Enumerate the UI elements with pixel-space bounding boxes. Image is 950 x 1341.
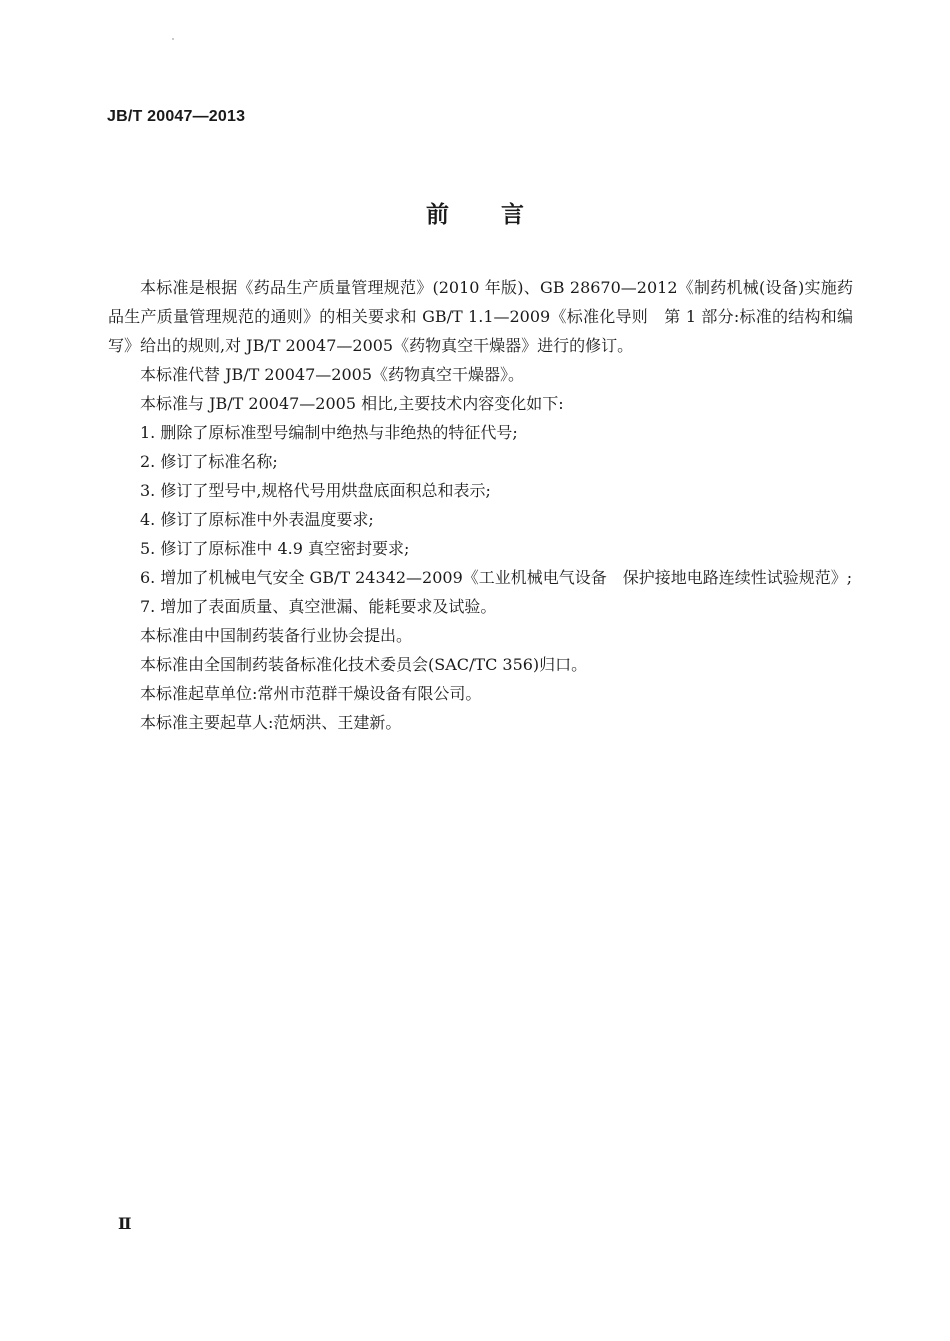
title-char-2: 言: [501, 202, 524, 228]
change-item-4: 4. 修订了原标准中外表温度要求;: [140, 510, 374, 529]
change-item-1: 1. 删除了原标准型号编制中绝热与非绝热的特征代号;: [140, 423, 518, 442]
paragraph-committee: 本标准由全国制药装备标准化技术委员会(SAC/TC 356)归口。: [140, 655, 588, 674]
foreword-body: [108, 273, 853, 737]
change-item-2: 2. 修订了标准名称;: [140, 452, 278, 471]
paragraph-changes-intro: 本标准与 JB/T 20047—2005 相比,主要技术内容变化如下:: [140, 394, 564, 413]
paragraph-drafting-unit: 本标准起草单位:常州市范群干燥设备有限公司。: [140, 684, 482, 703]
page-number: Ⅱ: [118, 1214, 132, 1233]
change-item-6: 6. 增加了机械电气安全 GB/T 24342—2009《工业机械电气设备 保护接地电路连续性试验规范》;: [140, 568, 853, 587]
page-title: [0, 196, 950, 229]
paragraph-basis: 本标准是根据《药品生产质量管理规范》(2010 年版)、GB 28670—2012《制药机械(设备)实施药品生产质量管理规范的通则》的相关要求和 GB/T 1.1—2009《标准化导则 第 1 部分:标准的结构和编写》给出的规则,对 JB/T 20047—2005《药物真空干燥器》进行的修订。: [108, 278, 853, 355]
scan-speck: [172, 38, 174, 40]
paragraph-proposer: 本标准由中国制药装备行业协会提出。: [140, 626, 413, 645]
change-item-3: 3. 修订了型号中,规格代号用烘盘底面积总和表示;: [140, 481, 491, 500]
change-item-7: 7. 增加了表面质量、真空泄漏、能耗要求及试验。: [140, 597, 497, 616]
title-char-1: 前: [426, 202, 449, 228]
paragraph-replaces: 本标准代替 JB/T 20047—2005《药物真空干燥器》。: [140, 365, 525, 384]
standard-code-header: JB/T 20047—2013: [107, 108, 246, 125]
paragraph-drafters: 本标准主要起草人:范炳洪、王建新。: [140, 713, 402, 732]
change-item-5: 5. 修订了原标准中 4.9 真空密封要求;: [140, 539, 410, 558]
